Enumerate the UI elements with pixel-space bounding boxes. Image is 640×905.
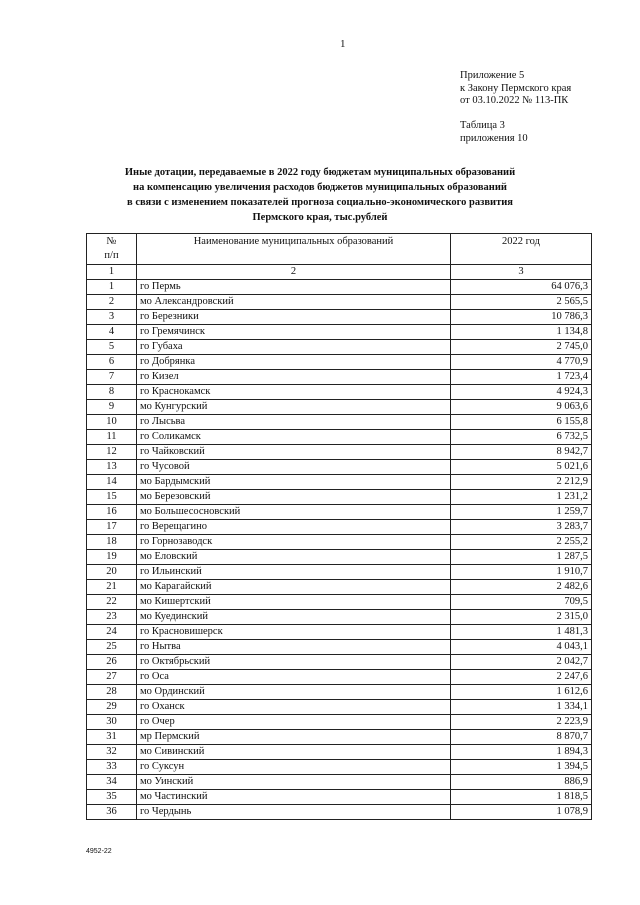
row-number: 2 <box>87 295 137 310</box>
title-line-4: Пермского края, тыс.рублей <box>252 212 388 223</box>
amount-value: 1 394,5 <box>451 760 592 775</box>
amount-value: 2 247,6 <box>451 670 592 685</box>
row-number: 7 <box>87 370 137 385</box>
table-ref-line-1: Таблица 3 <box>460 120 505 131</box>
table-body <box>87 280 592 820</box>
row-number: 14 <box>87 475 137 490</box>
municipality-name: мо Кишертский <box>137 595 451 610</box>
table-row <box>87 640 592 655</box>
appendix-line-2: к Закону Пермского края <box>460 82 572 94</box>
row-number: 30 <box>87 715 137 730</box>
appendix-line-1: Приложение 5 <box>460 70 525 81</box>
amount-value: 1 078,9 <box>451 805 592 820</box>
table-row <box>87 535 592 550</box>
amount-value: 2 223,9 <box>451 715 592 730</box>
title-line-3: в связи с изменением показателей прогноза социально-экономического развития <box>127 197 513 208</box>
municipality-name: го Суксун <box>137 760 451 775</box>
table-row <box>87 700 592 715</box>
row-number: 16 <box>87 505 137 520</box>
amount-value: 2 745,0 <box>451 340 592 355</box>
row-number: 25 <box>87 640 137 655</box>
page-number: 1 <box>340 38 346 50</box>
municipality-name: мо Березовский <box>137 490 451 505</box>
municipality-name: мо Уинский <box>137 775 451 790</box>
municipality-name: го Нытва <box>137 640 451 655</box>
amount-value: 3 283,7 <box>451 520 592 535</box>
amount-value: 1 910,7 <box>451 565 592 580</box>
row-number: 8 <box>87 385 137 400</box>
amount-value: 9 063,6 <box>451 400 592 415</box>
appendix-reference <box>460 70 571 108</box>
municipality-name: го Очер <box>137 715 451 730</box>
municipality-name: го Соликамск <box>137 430 451 445</box>
amount-value: 1 231,2 <box>451 490 592 505</box>
municipality-name: го Кизел <box>137 370 451 385</box>
table-row <box>87 445 592 460</box>
municipality-name: го Добрянка <box>137 355 451 370</box>
municipality-name: мо Кунгурский <box>137 400 451 415</box>
header-number-line-1: № <box>106 236 117 247</box>
table-row <box>87 610 592 625</box>
municipality-name: го Березники <box>137 310 451 325</box>
table-row <box>87 685 592 700</box>
municipality-name: мо Еловский <box>137 550 451 565</box>
table-row <box>87 745 592 760</box>
title-line-1: Иные дотации, передаваемые в 2022 году бюджетам муниципальных образований <box>124 167 516 178</box>
row-number: 10 <box>87 415 137 430</box>
row-number: 12 <box>87 445 137 460</box>
municipality-name: мо Большесосновский <box>137 505 451 520</box>
row-number: 11 <box>87 430 137 445</box>
amount-value: 1 134,8 <box>451 325 592 340</box>
table-row <box>87 415 592 430</box>
table-row <box>87 505 592 520</box>
municipality-name: го Горнозаводск <box>137 535 451 550</box>
table-row <box>87 325 592 340</box>
municipality-name: го Лысьва <box>137 415 451 430</box>
row-number: 35 <box>87 790 137 805</box>
amount-value: 8 942,7 <box>451 445 592 460</box>
table-row <box>87 805 592 820</box>
title-line-2: на компенсацию увеличения расходов бюджетов муниципальных образований <box>133 182 507 193</box>
table-row <box>87 655 592 670</box>
table-row <box>87 595 592 610</box>
municipality-name: го Краснокамск <box>137 385 451 400</box>
table-row <box>87 550 592 565</box>
municipality-name: го Оханск <box>137 700 451 715</box>
header-name: Наименование муниципальных образований <box>137 234 451 265</box>
municipality-name: мо Ординский <box>137 685 451 700</box>
municipality-name: го Оса <box>137 670 451 685</box>
appendix-line-3: от 03.10.2022 № 113-ПК <box>460 95 569 106</box>
municipality-name: го Чердынь <box>137 805 451 820</box>
amount-value: 2 212,9 <box>451 475 592 490</box>
table-row <box>87 460 592 475</box>
row-number: 22 <box>87 595 137 610</box>
municipality-name: го Пермь <box>137 280 451 295</box>
table-row <box>87 280 592 295</box>
table-row <box>87 565 592 580</box>
table-row <box>87 295 592 310</box>
document-code: 4952-22 <box>86 848 112 855</box>
table-row <box>87 715 592 730</box>
amount-value: 2 255,2 <box>451 535 592 550</box>
column-number-row <box>87 265 592 280</box>
municipality-name: го Губаха <box>137 340 451 355</box>
table-row <box>87 670 592 685</box>
amount-value: 2 482,6 <box>451 580 592 595</box>
table-row <box>87 385 592 400</box>
table-ref-line-2: приложения 10 <box>460 132 528 144</box>
column-number-3: 3 <box>451 265 592 280</box>
municipality-name: мо Карагайский <box>137 580 451 595</box>
row-number: 13 <box>87 460 137 475</box>
table-row <box>87 490 592 505</box>
municipality-name: мр Пермский <box>137 730 451 745</box>
row-number: 6 <box>87 355 137 370</box>
amount-value: 1 259,7 <box>451 505 592 520</box>
municipality-name: мо Александровский <box>137 295 451 310</box>
table-row <box>87 775 592 790</box>
table-row <box>87 790 592 805</box>
header-number <box>87 234 137 265</box>
row-number: 19 <box>87 550 137 565</box>
municipality-name: го Октябрьский <box>137 655 451 670</box>
row-number: 29 <box>87 700 137 715</box>
table-row <box>87 400 592 415</box>
municipality-name: мо Куединский <box>137 610 451 625</box>
municipality-name: го Красновишерск <box>137 625 451 640</box>
municipality-name: мо Частинский <box>137 790 451 805</box>
municipality-name: го Чайковский <box>137 445 451 460</box>
row-number: 21 <box>87 580 137 595</box>
amount-value: 1 612,6 <box>451 685 592 700</box>
municipality-name: го Верещагино <box>137 520 451 535</box>
row-number: 32 <box>87 745 137 760</box>
municipality-name: мо Бардымский <box>137 475 451 490</box>
table-row <box>87 625 592 640</box>
amount-value: 8 870,7 <box>451 730 592 745</box>
row-number: 9 <box>87 400 137 415</box>
header-year: 2022 год <box>451 234 592 265</box>
municipality-name: мо Сивинский <box>137 745 451 760</box>
header-number-line-2: п/п <box>104 250 119 261</box>
amount-value: 6 155,8 <box>451 415 592 430</box>
amount-value: 1 287,5 <box>451 550 592 565</box>
municipality-name: го Чусовой <box>137 460 451 475</box>
table-row <box>87 340 592 355</box>
row-number: 18 <box>87 535 137 550</box>
table-row <box>87 355 592 370</box>
row-number: 20 <box>87 565 137 580</box>
column-number-1: 1 <box>87 265 137 280</box>
table-row <box>87 760 592 775</box>
table-header-row <box>87 234 592 265</box>
amount-value: 4 924,3 <box>451 385 592 400</box>
row-number: 27 <box>87 670 137 685</box>
table-row <box>87 370 592 385</box>
amount-value: 6 732,5 <box>451 430 592 445</box>
row-number: 28 <box>87 685 137 700</box>
row-number: 4 <box>87 325 137 340</box>
table-reference <box>460 120 528 145</box>
table-row <box>87 475 592 490</box>
amount-value: 1 334,1 <box>451 700 592 715</box>
row-number: 3 <box>87 310 137 325</box>
amount-value: 5 021,6 <box>451 460 592 475</box>
row-number: 17 <box>87 520 137 535</box>
row-number: 31 <box>87 730 137 745</box>
table-row <box>87 730 592 745</box>
amount-value: 1 894,3 <box>451 745 592 760</box>
subsidies-table <box>86 233 592 820</box>
row-number: 15 <box>87 490 137 505</box>
table-row <box>87 310 592 325</box>
document-title <box>100 165 540 225</box>
municipality-name: го Гремячинск <box>137 325 451 340</box>
row-number: 34 <box>87 775 137 790</box>
table-row <box>87 580 592 595</box>
table-row <box>87 430 592 445</box>
row-number: 36 <box>87 805 137 820</box>
amount-value: 2 315,0 <box>451 610 592 625</box>
amount-value: 2 565,5 <box>451 295 592 310</box>
amount-value: 1 818,5 <box>451 790 592 805</box>
amount-value: 1 481,3 <box>451 625 592 640</box>
row-number: 5 <box>87 340 137 355</box>
amount-value: 64 076,3 <box>451 280 592 295</box>
row-number: 33 <box>87 760 137 775</box>
amount-value: 10 786,3 <box>451 310 592 325</box>
row-number: 23 <box>87 610 137 625</box>
amount-value: 4 770,9 <box>451 355 592 370</box>
amount-value: 2 042,7 <box>451 655 592 670</box>
row-number: 26 <box>87 655 137 670</box>
amount-value: 4 043,1 <box>451 640 592 655</box>
table-row <box>87 520 592 535</box>
amount-value: 886,9 <box>451 775 592 790</box>
municipality-name: го Ильинский <box>137 565 451 580</box>
amount-value: 1 723,4 <box>451 370 592 385</box>
row-number: 24 <box>87 625 137 640</box>
row-number: 1 <box>87 280 137 295</box>
amount-value: 709,5 <box>451 595 592 610</box>
column-number-2: 2 <box>137 265 451 280</box>
